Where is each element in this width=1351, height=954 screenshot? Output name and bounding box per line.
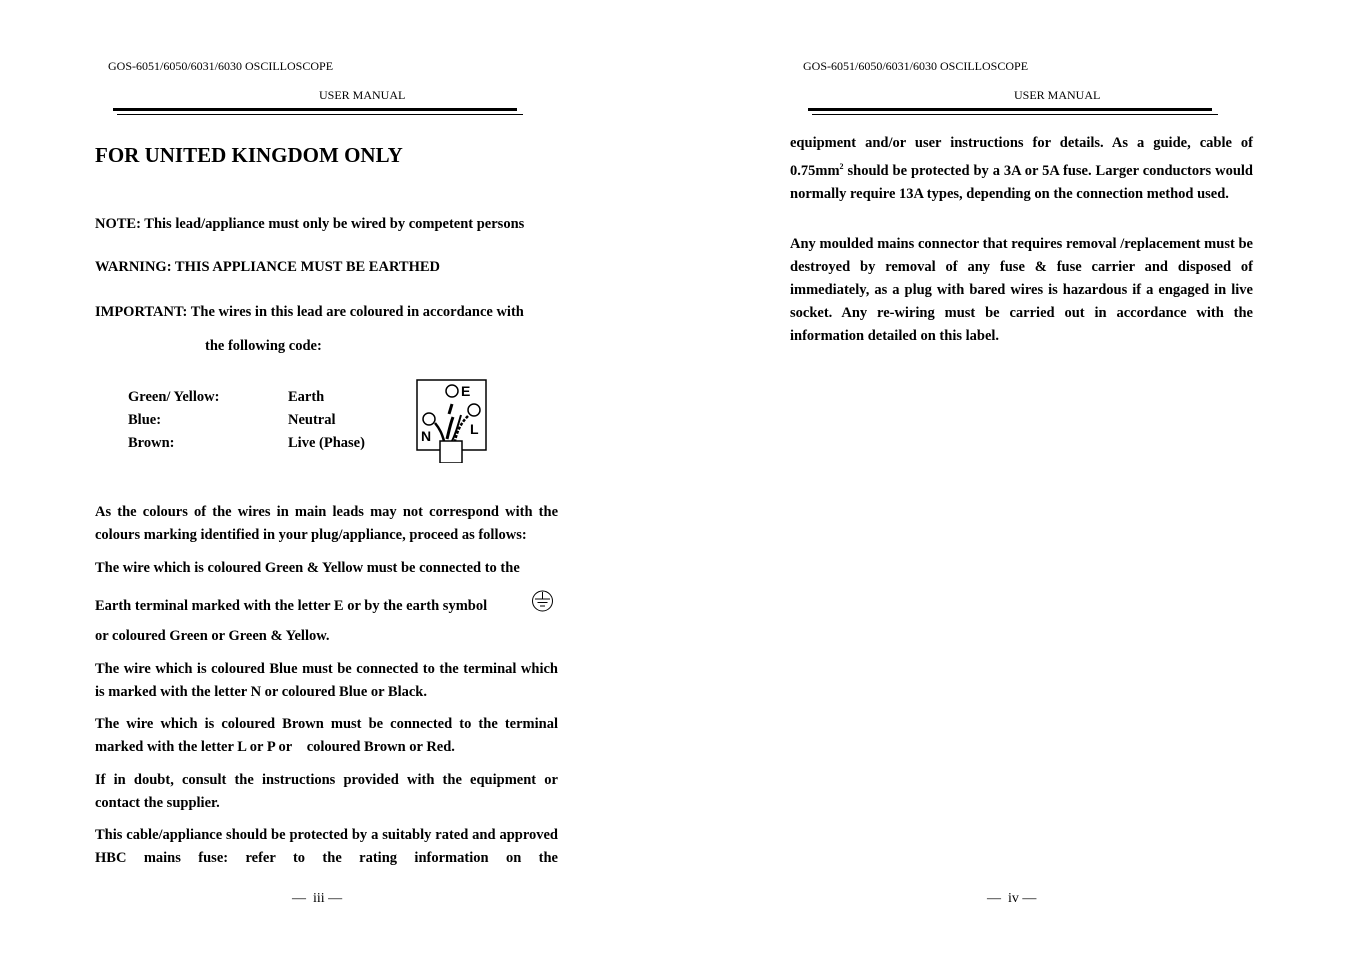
code-meaning: Earth	[288, 389, 325, 405]
code-colour: Blue:	[128, 412, 162, 428]
code-colour: Green/ Yellow:	[128, 389, 220, 405]
warning-text: WARNING: THIS APPLIANCE MUST BE EARTHED	[95, 259, 441, 275]
important-text: IMPORTANT: The wires in this lead are coloured in accordance with	[95, 304, 524, 320]
header-manual: USER MANUAL	[1014, 88, 1101, 102]
paragraph-brown: The wire which is coloured Brown must be connected to the terminal marked with the letter L or P or coloured Brown or Red.	[95, 716, 558, 755]
note-text: NOTE: This lead/appliance must only be wired by competent persons	[95, 216, 525, 232]
header-rule-thin	[812, 114, 1218, 115]
code-meaning: Live (Phase)	[288, 435, 365, 451]
plug-label-e: E	[461, 383, 471, 399]
page-title: FOR UNITED KINGDOM ONLY	[95, 143, 403, 167]
plug-label-l: L	[470, 421, 479, 437]
paragraph-fuse-b: should be protected by a 3A or 5A fuse. Larger conductors would normally require 13A types, depending on the connection method used.	[790, 162, 1253, 202]
important-text-cont: the following code:	[205, 338, 322, 354]
paragraph-fuse	[790, 132, 1253, 206]
live-terminal-icon	[468, 404, 480, 416]
neutral-terminal-icon	[423, 413, 435, 425]
paragraph-green-line2	[95, 598, 487, 615]
header-manual: USER MANUAL	[319, 88, 406, 102]
header-rule	[113, 108, 517, 111]
page-number: — iv —	[987, 891, 1037, 906]
paragraph-blue: The wire which is coloured Blue must be connected to the terminal which is marked with the letter N or coloured Blue or Black.	[95, 661, 558, 700]
paragraph-colours: As the colours of the wires in main leads may not correspond with the colours marking identified in your plug/appliance, proceed as follows:	[95, 504, 558, 543]
paragraph-green-line1: The wire which is coloured Green & Yellow must be connected to the	[95, 560, 520, 576]
earth-symbol-icon	[529, 590, 556, 612]
paragraph-cable: This cable/appliance should be protected by a suitably rated and approved HBC mains fuse: refer to the rating information on the	[95, 827, 558, 866]
code-meaning: Neutral	[288, 412, 336, 428]
superscript: 2	[839, 162, 844, 171]
left-page	[0, 0, 675, 954]
header-model: GOS-6051/6050/6031/6030 OSCILLOSCOPE	[803, 59, 1029, 73]
code-colour: Brown:	[128, 435, 175, 451]
paragraph-green-text: Earth terminal marked with the letter E or by the earth symbol	[95, 598, 488, 614]
paragraph-moulded: Any moulded mains connector that requires removal /replacement must be destroyed by removal of any fuse & fuse carrier and disposed of immediately, as a plug with bared wires is hazardous if a engaged in live socket. Any re-wiring must be carried out in accordance with the information detailed on this label.	[790, 236, 1253, 344]
header-rule-thin	[117, 114, 523, 115]
right-page	[695, 0, 1351, 954]
header-model: GOS-6051/6050/6031/6030 OSCILLOSCOPE	[108, 59, 334, 73]
plug-wiring-diagram	[416, 379, 488, 463]
paragraph-fuse-a: equipment and/or user instructions for details. As a guide, cable of 0.75mm	[790, 135, 1253, 179]
paragraph-doubt: If in doubt, consult the instructions provided with the equipment or contact the supplier.	[95, 772, 558, 811]
plug-label-n: N	[421, 428, 432, 444]
page-number: — iii —	[292, 891, 343, 906]
earth-terminal-icon	[446, 385, 458, 397]
header-rule	[808, 108, 1212, 111]
paragraph-green-line3: or coloured Green or Green & Yellow.	[95, 628, 330, 644]
